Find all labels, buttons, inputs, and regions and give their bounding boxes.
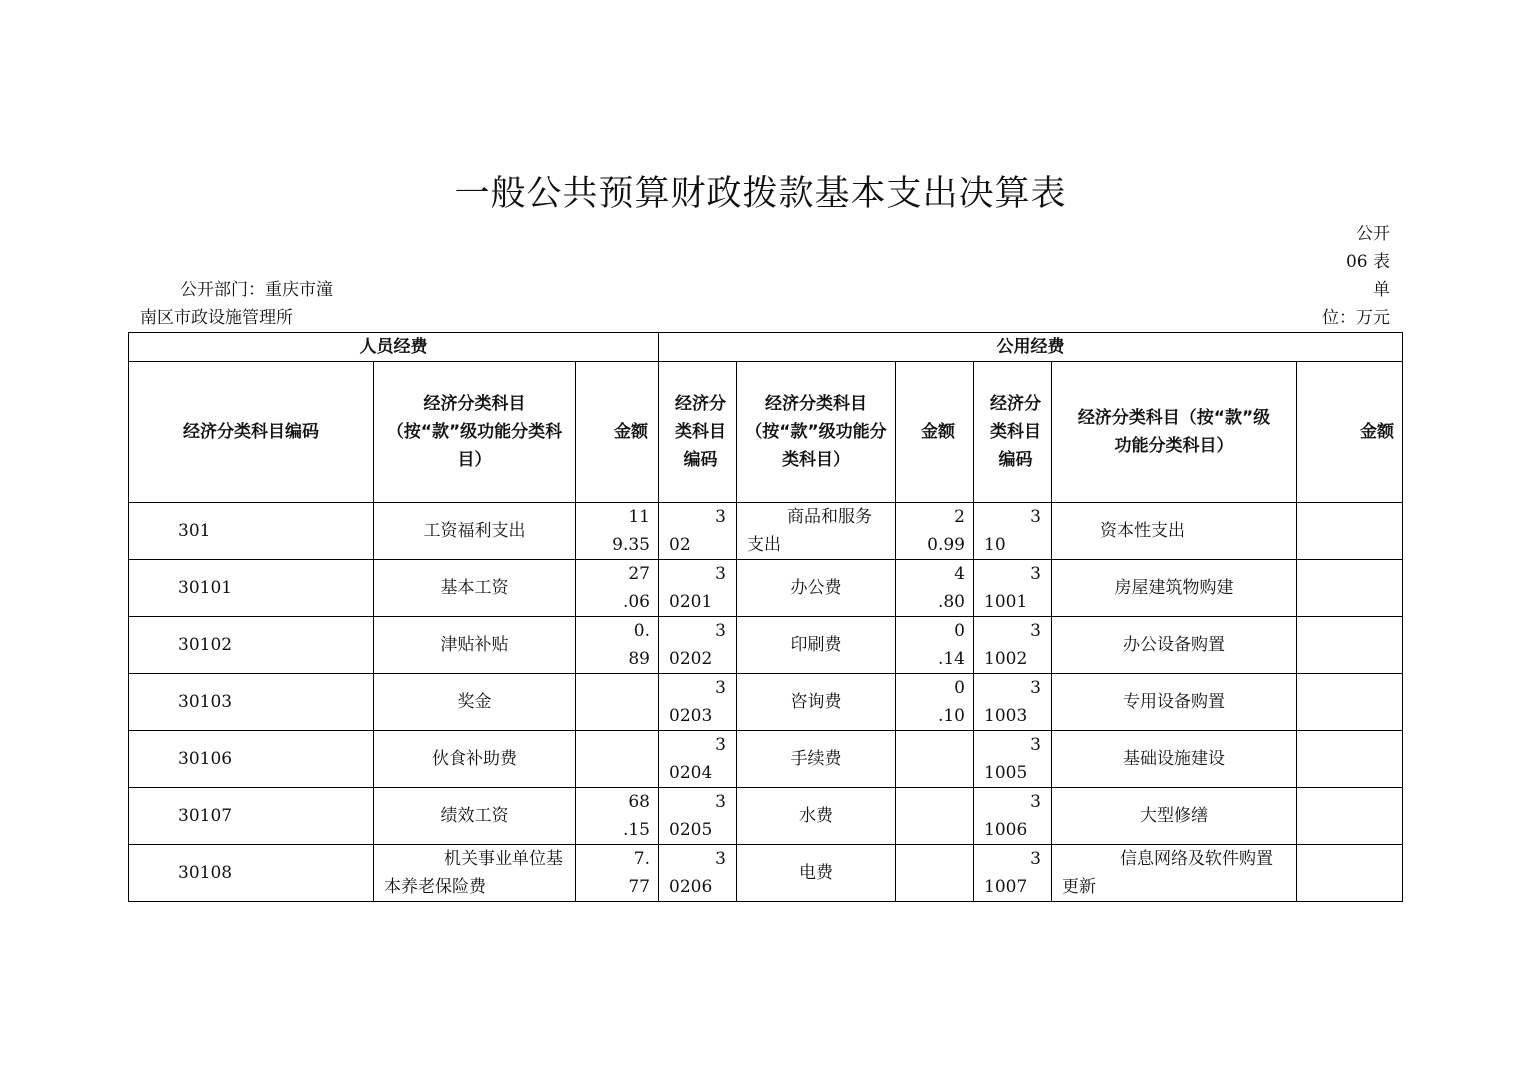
code3-line-1: 3 xyxy=(1030,849,1041,869)
code3-line-2: 1002 xyxy=(984,649,1028,669)
code2-line-1: 3 xyxy=(715,678,726,698)
code-cell-2 xyxy=(659,617,737,674)
code3-line-1: 3 xyxy=(1030,792,1041,812)
form-number-label-2: 06 表 xyxy=(1345,252,1390,272)
code2-line-2: 0202 xyxy=(669,649,713,669)
amount-line-1: 11 xyxy=(628,507,650,527)
code2-line-2: 02 xyxy=(669,535,691,555)
code3-line-1: 3 xyxy=(1030,678,1041,698)
amount2-line-2: .10 xyxy=(937,706,965,726)
budget-table xyxy=(128,332,1403,902)
amount-cell xyxy=(576,503,659,560)
amount-line-1: 7. xyxy=(633,849,650,869)
amount-line-1: 68 xyxy=(628,792,650,812)
code-cell-3 xyxy=(974,560,1052,617)
item2-part-1: 电费 xyxy=(799,863,833,883)
amount2-line-1: 2 xyxy=(954,507,965,527)
amount2-line-1: 0 xyxy=(954,621,965,641)
code2-line-1: 3 xyxy=(715,621,726,641)
code2-line-2: 0203 xyxy=(669,706,713,726)
table-row xyxy=(129,845,1403,902)
code3-line-1: 3 xyxy=(1030,507,1041,527)
amount-line-2: .06 xyxy=(622,592,650,612)
item-cell-3: 办公设备购置 xyxy=(1052,617,1297,674)
amount-cell xyxy=(576,845,659,902)
amount2-line-2: .80 xyxy=(937,592,965,612)
item2-part-1: 办公费 xyxy=(790,578,842,598)
code3-line-1: 3 xyxy=(1030,564,1041,584)
header-amount-2: 金额 xyxy=(896,362,974,503)
item-cell-2 xyxy=(737,617,896,674)
table-row xyxy=(129,503,1403,560)
code2-line-2: 0206 xyxy=(669,877,713,897)
item-cell-2 xyxy=(737,674,896,731)
item-cell: 机关事业单位基本养老保险费 xyxy=(374,845,576,902)
code-cell-2 xyxy=(659,674,737,731)
department-label-1: 公开部门：重庆市潼 xyxy=(180,280,333,300)
item-cell-3: 资本性支出 xyxy=(1052,503,1297,560)
group-public: 公用经费 xyxy=(659,333,1403,362)
amount-cell-2 xyxy=(896,788,974,845)
item-cell: 伙食补助费 xyxy=(374,731,576,788)
item2-part-1: 手续费 xyxy=(790,749,842,769)
amount-cell-2 xyxy=(896,503,974,560)
code-cell-3 xyxy=(974,731,1052,788)
amount-cell-3 xyxy=(1297,674,1403,731)
item-cell: 基本工资 xyxy=(374,560,576,617)
amount-line-1: 0. xyxy=(633,621,650,641)
amount-line-2: .15 xyxy=(622,820,650,840)
code-cell-3 xyxy=(974,845,1052,902)
amount-cell-2 xyxy=(896,674,974,731)
code2-line-1: 3 xyxy=(715,735,726,755)
header-code: 经济分类科目编码 xyxy=(129,362,374,503)
item-cell-2 xyxy=(737,503,896,560)
amount-line-2: 77 xyxy=(628,877,650,897)
amount-cell xyxy=(576,788,659,845)
code-cell-2 xyxy=(659,503,737,560)
header-item-3: 经济分类科目（按“款”级功能分类科目） xyxy=(1052,362,1297,503)
code-cell-3 xyxy=(974,788,1052,845)
table-row xyxy=(129,788,1403,845)
code-cell-2 xyxy=(659,788,737,845)
code3-line-2: 10 xyxy=(984,535,1006,555)
code-cell: 30103 xyxy=(129,674,374,731)
header-code-2: 经济分类科目编码 xyxy=(659,362,737,503)
table-row xyxy=(129,560,1403,617)
item-cell-3: 基础设施建设 xyxy=(1052,731,1297,788)
code-cell-2 xyxy=(659,560,737,617)
amount-cell-3 xyxy=(1297,731,1403,788)
code-cell-3 xyxy=(974,674,1052,731)
code-cell: 30102 xyxy=(129,617,374,674)
code-cell-2 xyxy=(659,845,737,902)
unit-label-1: 单 xyxy=(1373,280,1390,300)
amount-cell xyxy=(576,674,659,731)
header-code-3: 经济分类科目编码 xyxy=(974,362,1052,503)
code-cell: 30107 xyxy=(129,788,374,845)
code-cell-3 xyxy=(974,503,1052,560)
item-cell: 津贴补贴 xyxy=(374,617,576,674)
code3-line-2: 1001 xyxy=(984,592,1028,612)
code-cell: 30106 xyxy=(129,731,374,788)
item2-part-1: 咨询费 xyxy=(790,692,842,712)
department-label-2: 南区市政设施管理所 xyxy=(140,308,293,328)
code2-line-1: 3 xyxy=(715,564,726,584)
header-item: 经济分类科目（按“款”级功能分类科目） xyxy=(374,362,576,503)
code3-line-2: 1005 xyxy=(984,763,1028,783)
amount-line-2: 89 xyxy=(628,649,650,669)
code3-line-2: 1003 xyxy=(984,706,1028,726)
code2-line-1: 3 xyxy=(715,507,726,527)
page-title: 一般公共预算财政拨款基本支出决算表 xyxy=(454,174,1067,214)
amount-cell-3 xyxy=(1297,845,1403,902)
amount-cell-2 xyxy=(896,560,974,617)
code3-line-1: 3 xyxy=(1030,735,1041,755)
item-cell: 绩效工资 xyxy=(374,788,576,845)
item2-part-1: 商品和服务 xyxy=(787,507,872,527)
amount-cell-3 xyxy=(1297,617,1403,674)
code-cell: 30108 xyxy=(129,845,374,902)
code2-line-1: 3 xyxy=(715,849,726,869)
item-cell-3: 房屋建筑物购建 xyxy=(1052,560,1297,617)
item-cell: 工资福利支出 xyxy=(374,503,576,560)
code3-line-2: 1007 xyxy=(984,877,1028,897)
item-cell-2 xyxy=(737,731,896,788)
code2-line-2: 0205 xyxy=(669,820,713,840)
amount-cell-3 xyxy=(1297,503,1403,560)
item2-part-1: 印刷费 xyxy=(790,635,842,655)
amount-line-1: 27 xyxy=(628,564,650,584)
header-amount-3: 金额 xyxy=(1297,362,1403,503)
amount-cell-2 xyxy=(896,731,974,788)
amount-cell xyxy=(576,617,659,674)
code-cell: 301 xyxy=(129,503,374,560)
header-item-2: 经济分类科目（按“款”级功能分类科目） xyxy=(737,362,896,503)
amount-cell xyxy=(576,560,659,617)
item2-part-2: 支出 xyxy=(747,535,781,555)
item-cell-2 xyxy=(737,845,896,902)
code3-line-1: 3 xyxy=(1030,621,1041,641)
item-cell-2 xyxy=(737,788,896,845)
code3-line-2: 1006 xyxy=(984,820,1028,840)
group-personnel: 人员经费 xyxy=(129,333,659,362)
code-cell: 30101 xyxy=(129,560,374,617)
amount-cell-3 xyxy=(1297,560,1403,617)
unit-label-2: 位：万元 xyxy=(1322,308,1390,328)
amount-cell-2 xyxy=(896,845,974,902)
code2-line-1: 3 xyxy=(715,792,726,812)
item-cell-3: 专用设备购置 xyxy=(1052,674,1297,731)
amount-cell-3 xyxy=(1297,788,1403,845)
table-row xyxy=(129,617,1403,674)
form-number-label-1: 公开 xyxy=(1356,224,1390,244)
amount2-line-2: 0.99 xyxy=(927,535,965,555)
item-cell-2 xyxy=(737,560,896,617)
amount2-line-2: .14 xyxy=(937,649,965,669)
amount-line-2: 9.35 xyxy=(612,535,650,555)
amount2-line-1: 0 xyxy=(954,678,965,698)
amount2-line-1: 4 xyxy=(954,564,965,584)
item-cell: 奖金 xyxy=(374,674,576,731)
table-row xyxy=(129,731,1403,788)
header-amount: 金额 xyxy=(576,362,659,503)
code2-line-2: 0204 xyxy=(669,763,713,783)
code-cell-2 xyxy=(659,731,737,788)
code-cell-3 xyxy=(974,617,1052,674)
item-cell-3: 信息网络及软件购置更新 xyxy=(1052,845,1297,902)
amount-cell xyxy=(576,731,659,788)
item-cell-3: 大型修缮 xyxy=(1052,788,1297,845)
item2-part-1: 水费 xyxy=(799,806,833,826)
amount-cell-2 xyxy=(896,617,974,674)
table-row xyxy=(129,674,1403,731)
code2-line-2: 0201 xyxy=(669,592,713,612)
